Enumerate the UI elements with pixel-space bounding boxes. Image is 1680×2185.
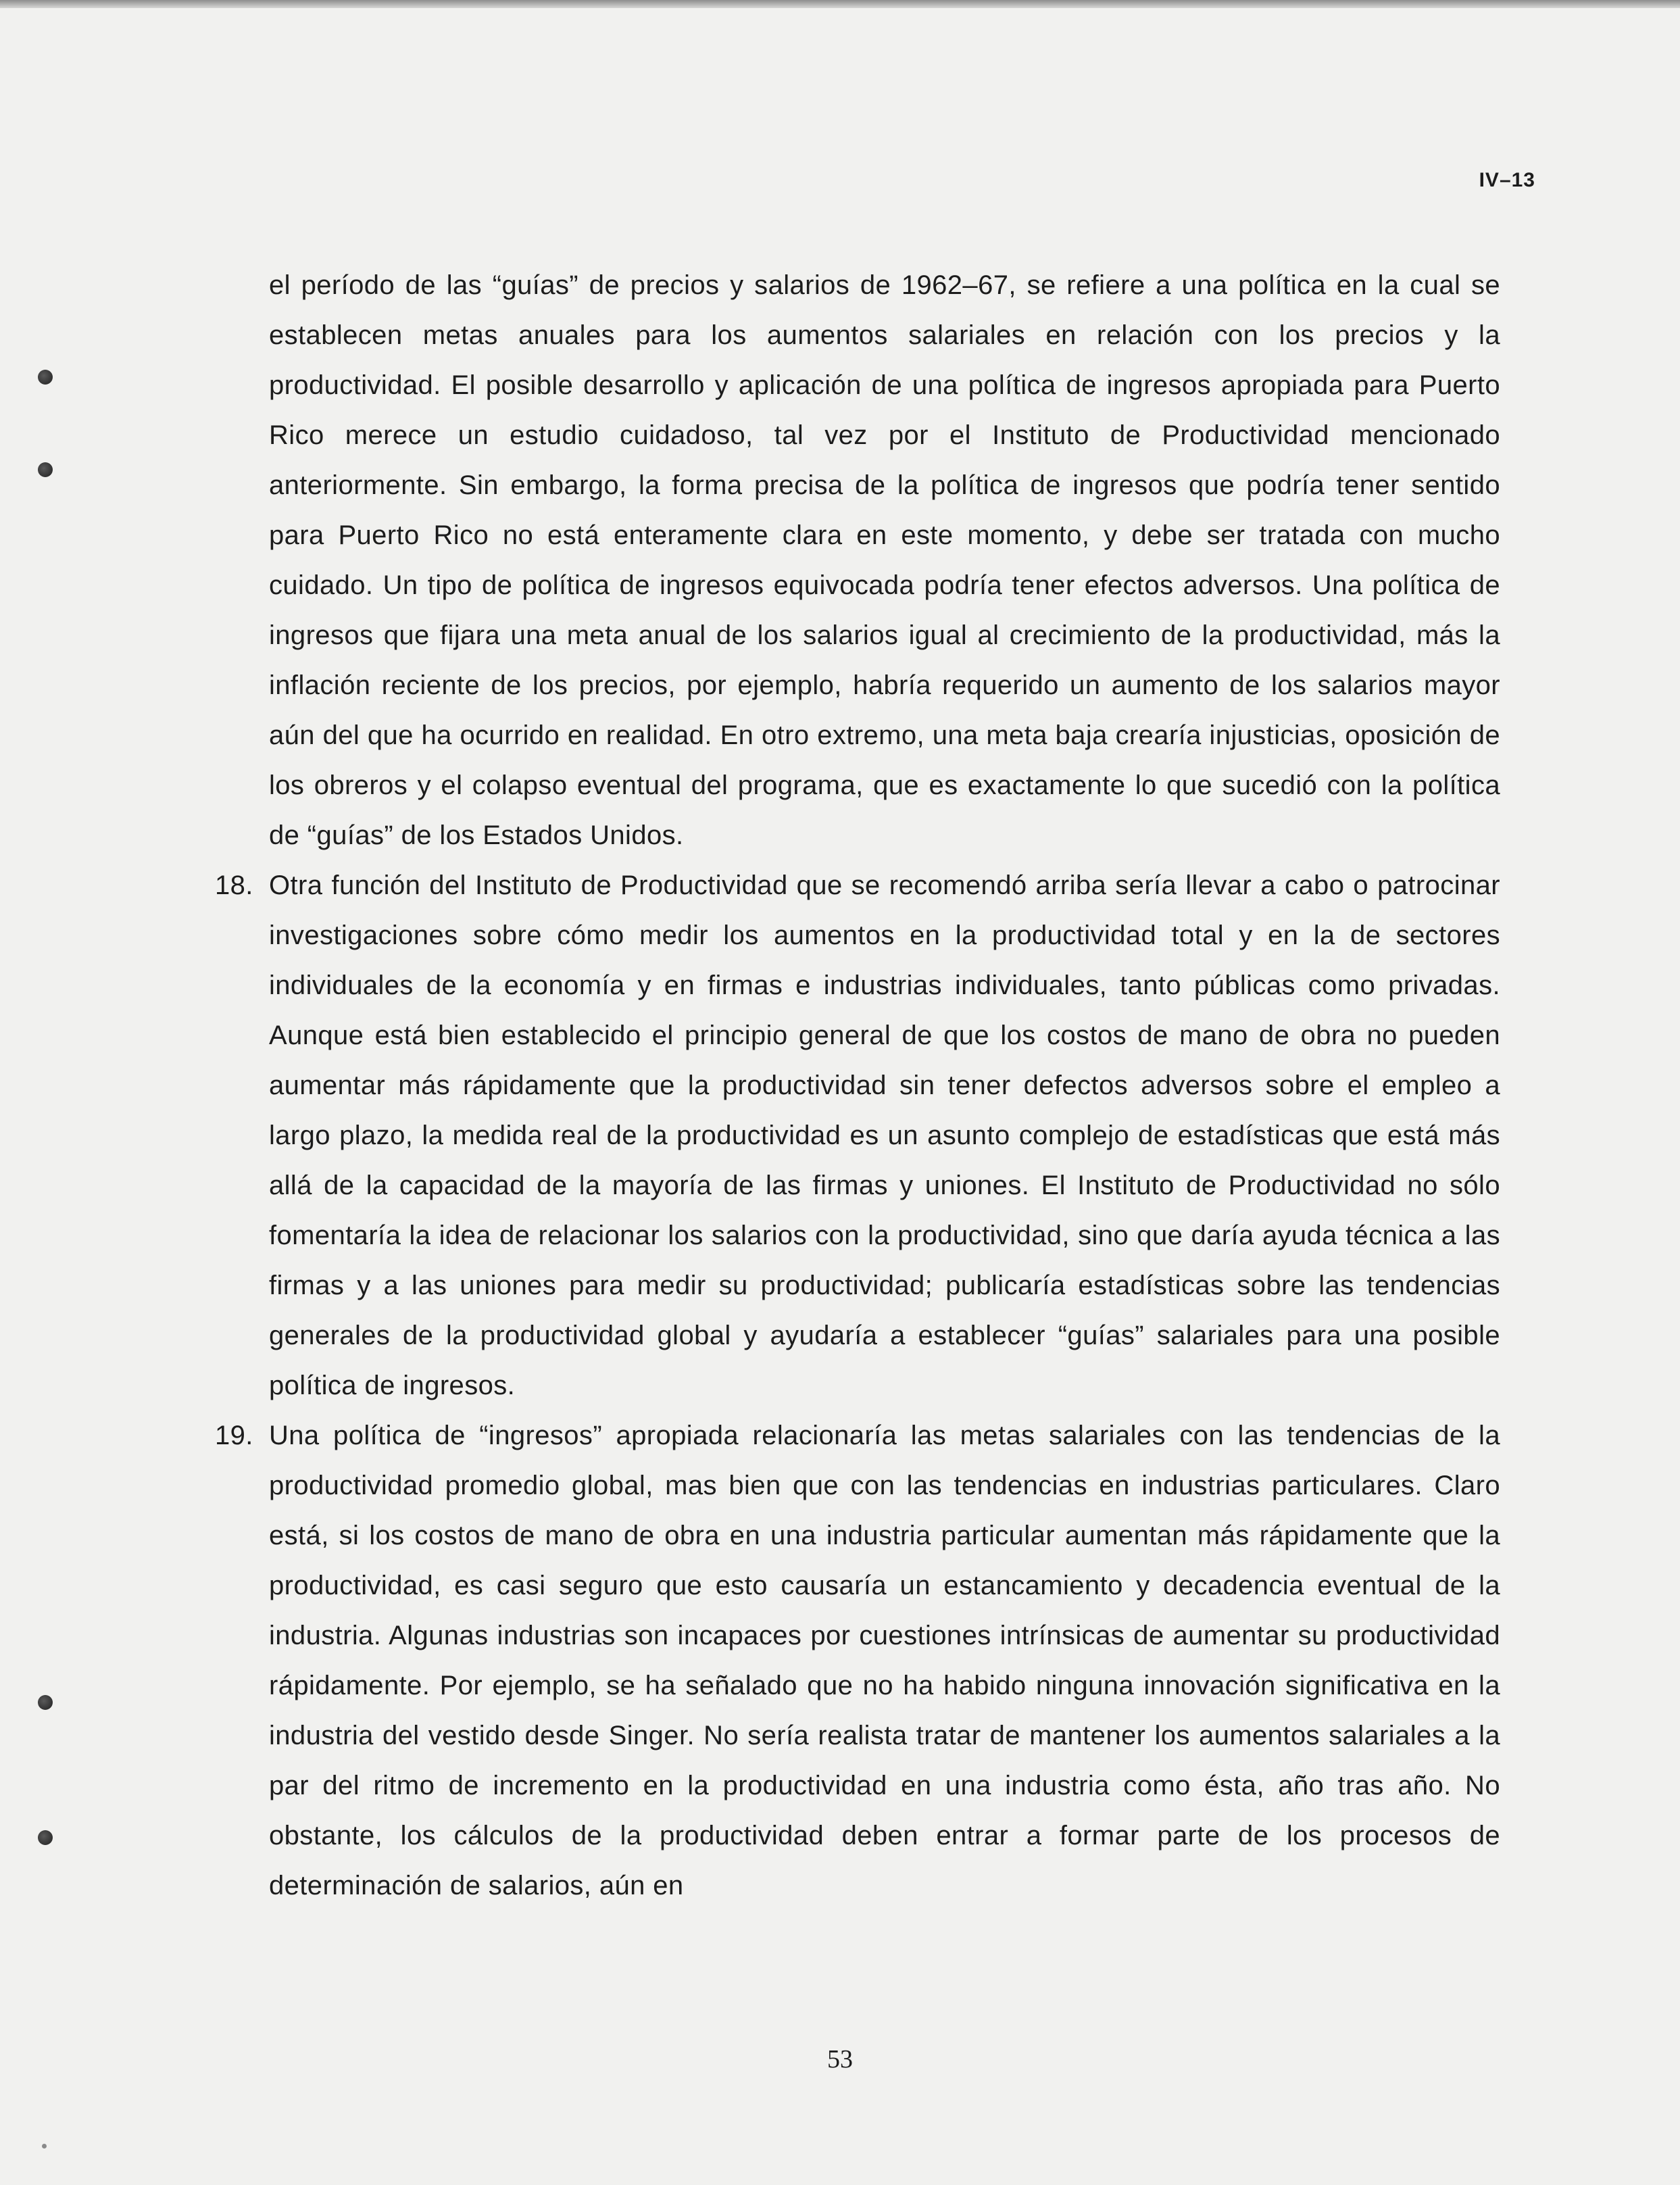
paragraph-continuation: el período de las “guías” de precios y salarios de 1962–67, se refiere a una política en la cual se establecen metas anuales para los aumentos salariales en relación con los precios y la productividad. El posible desarrollo y aplicación de una política de ingresos apropiada para Puerto Rico merece un estudio cuidadoso, tal vez por el Instituto de Productividad mencionado anteriormente. Sin embargo, la forma precisa de la política de ingresos que podría tener sentido para Puerto Rico no está enteramente clara en este momento, y debe ser tratada con mucho cuidado. Un tipo de política de ingresos equivocada podría tener efectos adversos. Una política de ingresos que fijara una meta anual de los salarios igual al crecimiento de la productividad, más la inflación reciente de los precios, por ejemplo, habría requerido un aumento de los salarios mayor aún del que ha ocurrido en realidad. En otro extremo, una meta baja crearía injusticias, oposición de los obreros y el colapso eventual del programa, que es exactamente lo que sucedió con la política de “guías” de los Estados Unidos. [269, 270, 1500, 850]
section-page-label: IV–13 [1479, 169, 1535, 191]
paragraph-text: Una política de “ingresos” apropiada relacionaría las metas salariales con las tendencias de la productividad promedio global, mas bien que con las tendencias en industrias particulares. Claro está, si los costos de mano de obra en una industria particular aumentan más rápidamente que la productividad, es casi seguro que esto causaría un estancamiento y decadencia eventual de la industria. Algunas industrias son incapaces por cuestiones intrínsicas de aumentar su productividad rápidamente. Por ejemplo, se ha señalado que no ha habido ninguna innovación significativa en la industria del vestido desde Singer. No sería realista tratar de mantener los aumentos salariales a la par del ritmo de incremento en la productividad en una industria como ésta, año tras año. No obstante, los cálculos de la productividad deben entrar a formar parte de los procesos de determinación de salarios, aún en [269, 1421, 1500, 1900]
binder-hole-3 [38, 1695, 53, 1710]
paragraph-number: 19. [215, 1421, 253, 1450]
binder-hole-1 [38, 370, 53, 385]
numbered-paragraph-19 [215, 1410, 1500, 1911]
document-body [215, 260, 1500, 1911]
binder-hole-2 [38, 462, 53, 477]
scan-speck [42, 2144, 47, 2149]
scan-top-edge [0, 0, 1680, 8]
binder-hole-4 [38, 1830, 53, 1845]
paragraph-number: 18. [215, 870, 253, 900]
numbered-paragraph-18 [215, 860, 1500, 1410]
page-number: 53 [827, 2045, 853, 2073]
paragraph-text: Otra función del Instituto de Productividad que se recomendó arriba sería llevar a cabo o patrocinar investigaciones sobre cómo medir los aumentos en la productividad total y en la de sectores individuales de la economía y en firmas e industrias individuales, tanto públicas como privadas. Aunque está bien establecido el principio general de que los costos de mano de obra no pueden aumentar más rápidamente que la productividad sin tener defectos adversos sobre el empleo a largo plazo, la medida real de la productividad es un asunto complejo de estadísticas que está más allá de la capacidad de la mayoría de las firmas y uniones. El Instituto de Productividad no sólo fomentaría la idea de relacionar los salarios con la productividad, sino que daría ayuda técnica a las firmas y a las uniones para medir su productividad; publicaría estadísticas sobre las tendencias generales de la productividad global y ayudaría a establecer “guías” salariales para una posible política de ingresos. [269, 870, 1500, 1400]
